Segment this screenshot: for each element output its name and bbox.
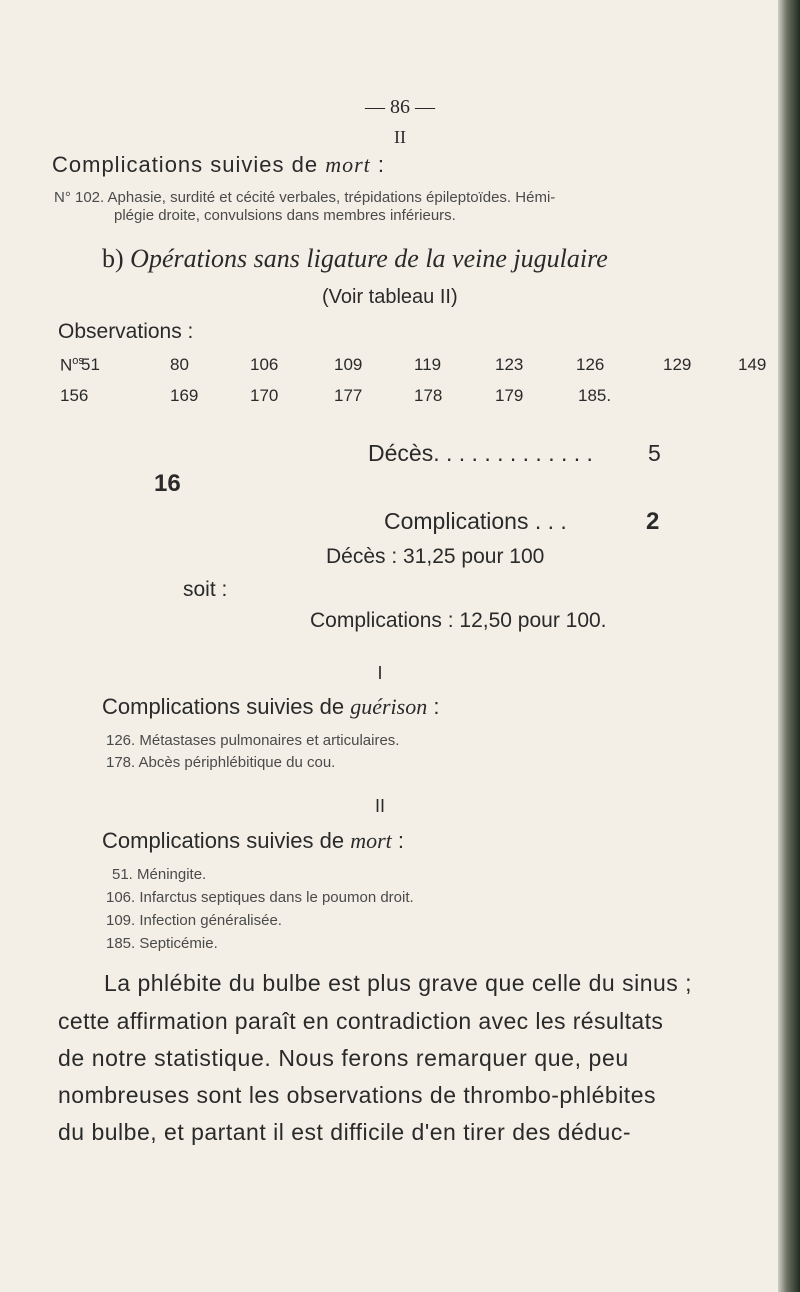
section-b-title-part3: ligature de la veine jugulaire <box>306 244 608 273</box>
paragraph-line: du bulbe, et partant il est difficile d'en tirer des déduc- <box>58 1119 632 1145</box>
section-b-title-part1: Opérations <box>130 244 248 273</box>
complications-value: 2 <box>646 508 660 535</box>
obs-row2-1: 169 <box>170 386 199 405</box>
soit-label: soit : <box>183 578 228 601</box>
section-I-heading-suffix: : <box>427 694 440 719</box>
deces-value: 5 <box>648 440 661 466</box>
section-I-heading-emph: guérison <box>350 694 428 719</box>
obs-row1-6: 126 <box>576 355 605 374</box>
section-II-numeral: II <box>374 796 385 816</box>
section-numeral-top: II <box>394 127 406 147</box>
section-II-heading-suffix: : <box>391 828 405 853</box>
section-II-entry: 185. Septicémie. <box>106 935 218 952</box>
obs-row1-8: 149 <box>738 355 767 374</box>
obs-row2-4: 178 <box>414 386 443 405</box>
section-II-heading-prefix: Complications suivies de <box>102 828 351 853</box>
section-b-title <box>102 244 608 274</box>
section-II-heading-emph: mort <box>350 828 392 853</box>
section-b-title-part2: sans <box>253 244 300 273</box>
observations-label: Observations : <box>58 320 194 343</box>
first-entry-line2: plégie droite, convulsions dans membres inférieurs. <box>114 207 456 224</box>
obs-row1-7: 129 <box>663 355 692 374</box>
complications-label: Complications . . . <box>384 508 567 534</box>
obs-row1-5: 123 <box>495 355 524 374</box>
paragraph-line: nombreuses sont les observations de thrombo-phlébites <box>58 1082 656 1108</box>
section-II-heading <box>102 828 404 854</box>
deces-percentage: Décès : 31,25 pour 100 <box>326 545 545 568</box>
tableau-reference: (Voir tableau II) <box>322 286 458 308</box>
obs-row2-3: 177 <box>334 386 363 405</box>
first-heading-prefix: Complications suivies de <box>52 152 319 177</box>
page-number: — 86 — <box>365 96 435 118</box>
observations-prefix-sup: os <box>72 355 84 367</box>
section-I-heading <box>102 694 439 720</box>
complications-percentage: Complications : 12,50 pour 100. <box>310 609 607 632</box>
paragraph-line: La phlébite du bulbe est plus grave que celle du sinus ; <box>104 970 693 996</box>
section-I-entry: 126. Métastases pulmonaires et articulaires. <box>106 732 400 749</box>
obs-row2-5: 179 <box>495 386 524 405</box>
obs-row1-0: 51 <box>81 355 100 374</box>
section-I-heading-prefix: Complications suivies de <box>102 694 351 719</box>
section-I-numeral: I <box>377 663 383 683</box>
first-heading-suffix: : <box>370 152 386 177</box>
section-II-entry: 51. Méningite. <box>112 866 207 883</box>
obs-row2-6: 185. <box>578 386 612 405</box>
section-I-entry: 178. Abcès périphlébitique du cou. <box>106 754 336 771</box>
obs-row2-2: 170 <box>250 386 279 405</box>
obs-row1-3: 109 <box>334 355 363 374</box>
first-heading-emph: mort <box>325 152 371 177</box>
section-II-entry: 109. Infection généralisée. <box>106 912 282 929</box>
first-block-heading <box>52 152 385 178</box>
observations-prefix-letter: N <box>60 355 73 375</box>
deces-label: Décès. . . . . . . . . . . . . <box>368 440 593 466</box>
paragraph-line: de notre statistique. Nous ferons remarquer que, peu <box>58 1045 629 1071</box>
first-entry-line1: N° 102. Aphasie, surdité et cécité verbales, trépidations épileptoïdes. Hémi- <box>54 189 556 206</box>
section-b-letter: b) <box>102 244 124 273</box>
page-edge-shadow <box>778 0 800 1292</box>
obs-row2-0: 156 <box>60 386 89 405</box>
obs-row1-1: 80 <box>170 355 189 374</box>
obs-row1-4: 119 <box>414 355 442 374</box>
section-II-entry: 106. Infarctus septiques dans le poumon droit. <box>106 889 414 906</box>
total-count: 16 <box>154 470 181 497</box>
obs-row1-2: 106 <box>250 355 279 374</box>
paragraph-line: cette affirmation paraît en contradiction avec les résultats <box>58 1008 664 1034</box>
